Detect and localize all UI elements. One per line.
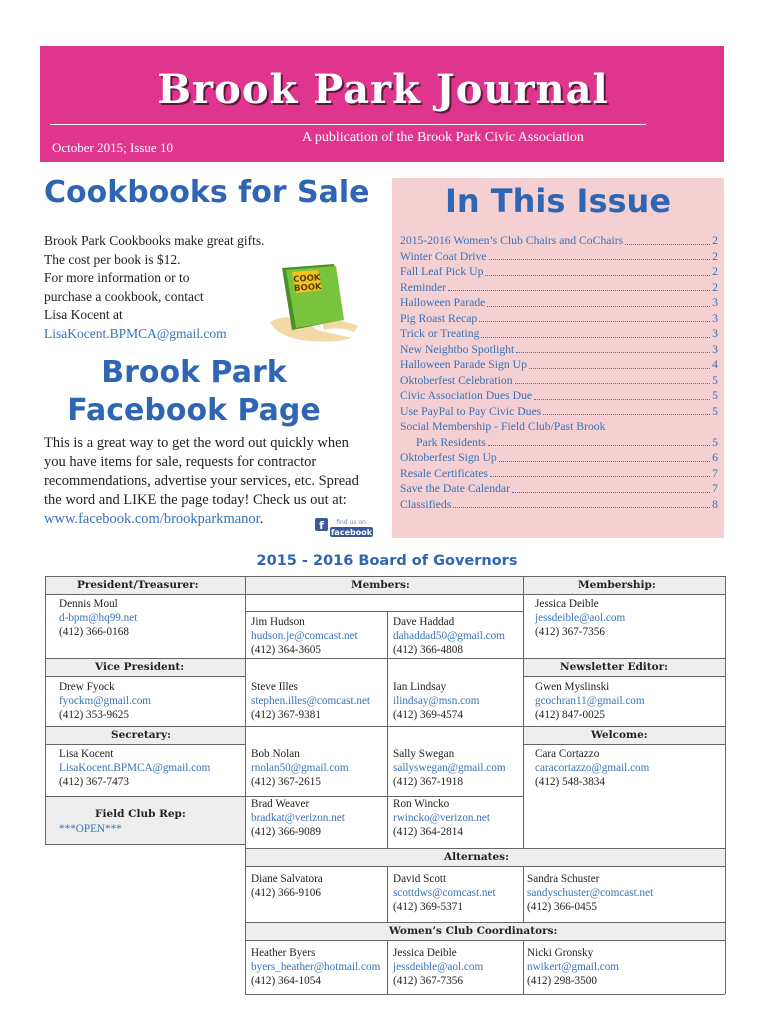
cookbooks-text — [44, 232, 289, 343]
toc-item[interactable]: New Neightbo Spotlight 3 — [400, 342, 718, 356]
email-link[interactable]: d-bpm@hq99.net — [59, 612, 138, 625]
facebook-body: This is a great way to get the word out quickly when you have items for sale, requests for contractor recommendations, advertise your services, etc. Spread the word and LIKE the page today! Check us out at: — [44, 435, 359, 508]
toc-item[interactable]: Park Residents 5 — [416, 435, 718, 449]
member: Ian Lindsay ilindsay@msn.com (412) 369-4574 — [393, 681, 480, 722]
member: Ron Wincko rwincko@verizon.net (412) 364-2814 — [393, 798, 490, 839]
facebook-heading — [44, 354, 344, 430]
alternate: David Scott scottdws@comcast.net (412) 369-5371 — [393, 873, 496, 914]
toc-item[interactable]: Pig Roast Recap 3 — [400, 311, 718, 325]
email-link[interactable]: gcochran11@gmail.com — [535, 695, 645, 708]
email-link[interactable]: jessdeible@aol.com — [535, 612, 626, 625]
member: Jim Hudson hudson.je@comcast.net (412) 364-3605 — [251, 616, 358, 657]
facebook-heading-line: Brook Park — [101, 355, 287, 390]
publication-line: A publication of the Brook Park Civic Association — [302, 130, 584, 145]
member: Steve Illes stephen.illes@comcast.net (412) 367-9381 — [251, 681, 371, 722]
toc-item[interactable]: Halloween Parade 3 — [400, 296, 718, 309]
email-link[interactable]: bradkat@verizon.net — [251, 812, 345, 825]
masthead — [40, 46, 724, 162]
email-link[interactable]: dahaddad50@gmail.com — [393, 630, 505, 643]
toc-item[interactable]: Halloween Parade Sign Up 4 — [400, 358, 718, 371]
facebook-url-suffix: . — [259, 511, 264, 527]
label-newsletter-editor: Newsletter Editor: — [560, 661, 669, 673]
womens-coordinator: Heather Byers byers_heather@hotmail.com (412) 364-1054 — [251, 947, 381, 988]
label-secretary: Secretary: — [111, 729, 172, 741]
in-this-issue-heading: In This Issue — [444, 182, 672, 220]
toc-item-multiline[interactable]: Social Membership - Field Club/Past Brook — [400, 420, 606, 433]
masthead-rule — [50, 124, 646, 125]
cookbooks-line: The cost per book is $12. — [44, 251, 181, 267]
cookbooks-heading: Cookbooks for Sale — [44, 175, 370, 210]
email-link[interactable]: caracortazzo@gmail.com — [535, 762, 650, 775]
label-womens-club: Women’s Club Coordinators: — [389, 925, 558, 937]
facebook-text — [44, 434, 374, 529]
person-welcome: Cara Cortazzo caracortazzo@gmail.com (412) 548-3834 — [535, 748, 650, 789]
email-link[interactable]: rnolan50@gmail.com — [251, 762, 349, 775]
member: Bob Nolan rnolan50@gmail.com (412) 367-2615 — [251, 748, 349, 789]
cookbooks-line: Brook Park Cookbooks make great gifts. — [44, 233, 265, 248]
toc-item[interactable]: Classifieds 8 — [400, 497, 718, 511]
womens-coordinator: Nicki Gronsky nwikert@gmail.com (412) 298-3500 — [527, 947, 620, 988]
svg-text:f: f — [319, 519, 324, 532]
email-link[interactable]: jessdeible@aol.com — [393, 961, 484, 974]
cookbooks-line: Lisa Kocent at — [44, 307, 123, 322]
facebook-logo-icon[interactable] — [315, 516, 373, 538]
facebook-logo-small: find us on — [336, 519, 366, 526]
email-link[interactable]: ilindsay@msn.com — [393, 695, 480, 708]
email-link[interactable]: sallyswegan@gmail.com — [393, 762, 506, 775]
toc-item[interactable]: Reminder 2 — [400, 280, 718, 294]
email-link[interactable]: nwikert@gmail.com — [527, 961, 620, 974]
member: Brad Weaver bradkat@verizon.net (412) 366-9089 — [251, 798, 345, 839]
member: Dave Haddad dahaddad50@gmail.com (412) 366-4808 — [393, 616, 505, 657]
label-alternates: Alternates: — [444, 851, 509, 863]
facebook-heading-line: Facebook Page — [67, 393, 321, 428]
alternate: Diane Salvatora (412) 366-9106 — [251, 873, 323, 900]
cookbook-icon — [262, 260, 362, 344]
toc-item[interactable]: 2015-2016 Women’s Club Chairs and CoChairs 2 — [400, 234, 718, 247]
person-membership: Jessica Deible jessdeible@aol.com (412) 367-7356 — [535, 598, 626, 639]
toc-item[interactable]: Oktoberfest Celebration 5 — [400, 373, 718, 387]
in-this-issue-box — [392, 178, 724, 538]
alternate: Sandra Schuster sandyschuster@comcast.net (412) 366-0455 — [527, 873, 654, 914]
label-band — [45, 796, 245, 844]
member: Sally Swegan sallyswegan@gmail.com (412) 367-1918 — [393, 748, 506, 789]
email-link[interactable]: fyockm@gmail.com — [59, 695, 152, 708]
toc-item[interactable]: Save the Date Calendar 7 — [400, 482, 718, 495]
label-members: Members: — [351, 579, 410, 591]
person-vice-president: Drew Fyock fyockm@gmail.com (412) 353-9625 — [59, 681, 152, 722]
cookbooks-email-link[interactable]: LisaKocent.BPMCA@gmail.com — [44, 325, 227, 341]
person-newsletter-editor: Gwen Myslinski gcochran11@gmail.com (412) 847-0025 — [535, 681, 645, 722]
toc-item[interactable]: Oktoberfest Sign Up 6 — [400, 451, 718, 464]
label-welcome: Welcome: — [591, 729, 648, 741]
cookbook-icon-text: BOOK — [293, 282, 322, 294]
toc-list — [400, 233, 718, 512]
person-president: Dennis Moul d-bpm@hq99.net (412) 366-0168 — [59, 598, 138, 639]
cookbooks-line: For more information or to — [44, 270, 190, 285]
issue-date: October 2015; Issue 10 — [52, 140, 173, 155]
email-link[interactable]: byers_heather@hotmail.com — [251, 961, 381, 974]
label-field-club-rep: Field Club Rep: — [95, 808, 186, 820]
journal-title: Brook Park Journal — [157, 66, 609, 113]
facebook-url-link[interactable]: www.facebook.com/brookparkmanor — [44, 511, 260, 527]
email-link[interactable]: rwincko@verizon.net — [393, 812, 490, 825]
cookbooks-line: purchase a cookbook, contact — [44, 288, 204, 304]
email-link[interactable]: stephen.illes@comcast.net — [251, 695, 371, 708]
board-heading: 2015 - 2016 Board of Governors — [256, 553, 518, 569]
cookbook-icon-text: COOK — [292, 273, 321, 285]
facebook-logo-text: facebook — [330, 528, 373, 537]
email-link[interactable]: scottdws@comcast.net — [393, 887, 496, 900]
toc-item[interactable]: Resale Certificates 7 — [400, 466, 718, 480]
toc-item[interactable]: Use PayPal to Pay Civic Dues 5 — [400, 404, 718, 418]
toc-item[interactable]: Winter Coat Drive 2 — [400, 249, 718, 263]
email-link[interactable]: sandyschuster@comcast.net — [527, 887, 654, 900]
email-link[interactable]: LisaKocent.BPMCA@gmail.com — [59, 762, 211, 775]
womens-coordinator: Jessica Deible jessdeible@aol.com (412) 367-7356 — [393, 947, 484, 988]
person-secretary: Lisa Kocent LisaKocent.BPMCA@gmail.com (412) 367-7473 — [59, 748, 211, 789]
label-membership: Membership: — [578, 579, 656, 591]
toc-item[interactable]: Civic Association Dues Due 5 — [400, 389, 718, 402]
email-link[interactable]: hudson.je@comcast.net — [251, 630, 358, 643]
label-president: President/Treasurer: — [77, 579, 199, 591]
label-vice-president: Vice President: — [95, 661, 185, 673]
field-club-open: ***OPEN*** — [59, 823, 122, 835]
toc-item[interactable]: Fall Leaf Pick Up 2 — [400, 265, 718, 278]
toc-item[interactable]: Trick or Treating 3 — [400, 327, 718, 340]
